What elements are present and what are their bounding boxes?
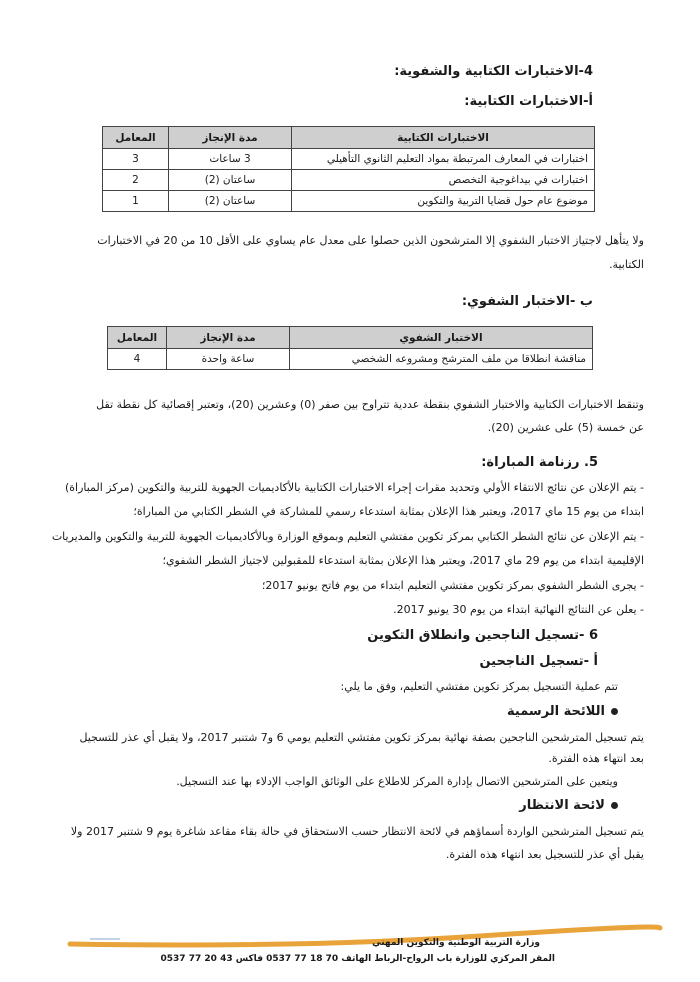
calendar-line-3: - يتم الإعلان عن نتائج الشطر الكتابي بمركز تكوين مفتشي التعليم وبموقع الوزارة وبالأكاديميات الجهوية للتربية والتكوين والمديريات: [51, 530, 644, 543]
bullet-icon: [611, 802, 618, 809]
oral-test-heading: ب -الاختبار الشفوي:: [461, 294, 593, 309]
main-list-line-2: بعد انتهاء هذه الفترة.: [548, 752, 644, 765]
table-header-row: [108, 327, 593, 349]
table-cell: ساعتان (2): [169, 191, 292, 212]
section-5-heading: 5. رزنامة المباراة:: [481, 455, 598, 470]
footer-address: المقر المركزي للوزارة باب الرواح-الرباط الهاتف 70 18 77 0537 فاكس 43 20 77 0537: [160, 954, 555, 964]
main-list-line-3: ويتعين على المترشحين الاتصال بإدارة المركز للاطلاع على الوثائق الواجب الإدلاء بها عند التسجيل.: [176, 775, 618, 788]
footer-curve-decoration: [0, 922, 700, 952]
table-cell: اختبارات في بيداغوجية التخصص: [292, 170, 595, 191]
table-header: مدة الإنجاز: [169, 127, 292, 149]
main-list-line-1: يتم تسجيل المترشحين الناجحين بصفة نهائية بمركز تكوين مفتشي التعليم يومي 6 و7 شتنبر 2017، ولا يقبل أي عذر للتسجيل: [79, 731, 644, 744]
table-cell: مناقشة انطلاقا من ملف المترشح ومشروعه الشخصي: [290, 349, 593, 370]
wait-list-heading: لائحة الانتظار: [519, 798, 605, 813]
table-header-row: [103, 127, 595, 149]
table-cell: 1: [103, 191, 169, 212]
table-cell: ساعة واحدة: [167, 349, 290, 370]
table-header: المعامل: [103, 127, 169, 149]
calendar-line-1: - يتم الإعلان عن نتائج الانتقاء الأولي وتحديد مقرات إجراء الاختبارات الكتابية بالأكاديميات الجهوية للتربية والتكوين (مركز المباراة): [64, 481, 644, 494]
written-note-line-1: ولا يتأهل لاجتياز الاختبار الشفوي إلا المترشحون الذين حصلوا على معدل عام يساوي على الأقل 10 من 20 في الاختبارات: [97, 234, 644, 247]
table-cell: اختبارات في المعارف المرتبطة بمواد التعليم الثانوي التأهيلي: [292, 149, 595, 170]
section-6-heading: 6 -تسجيل الناجحين وانطلاق التكوين: [367, 628, 598, 643]
written-note-line-2: الكتابية.: [609, 258, 644, 271]
table-row: [108, 349, 593, 370]
table-header: الاختبارات الكتابية: [292, 127, 595, 149]
grading-line-1: وتنقط الاختبارات الكتابية والاختبار الشفوي بنقطة عددية تتراوح بين صفر (0) وعشرين (20)، وتعتبر إقصائية كل نقطة تقل: [96, 398, 644, 411]
written-tests-heading: أ-الاختبارات الكتابية:: [464, 94, 593, 109]
grading-line-2: عن خمسة (5) على عشرين (20).: [487, 421, 644, 434]
main-list-heading-row: [507, 704, 618, 719]
table-row: [103, 191, 595, 212]
main-list-heading: اللائحة الرسمية: [507, 704, 605, 719]
wait-list-heading-row: [519, 798, 618, 813]
table-cell: 2: [103, 170, 169, 191]
registration-heading: أ -تسجيل الناجحين: [479, 654, 598, 669]
table-row: [103, 170, 595, 191]
oral-test-table: [107, 326, 593, 370]
wait-list-line-1: يتم تسجيل المترشحين الواردة أسماؤهم في لائحة الانتظار حسب الاستحقاق في حالة بقاء مقاعد شاغرة يوم 9 شتنبر 2017 ولا: [70, 825, 644, 838]
table-row: [103, 149, 595, 170]
table-cell: موضوع عام حول قضايا التربية والتكوين: [292, 191, 595, 212]
calendar-line-2: ابتداء من يوم 15 ماي 2017، ويعتبر هذا الإعلان بمثابة استدعاء رسمي للمشاركة في الشطر الكتابي من المباراة؛: [133, 505, 644, 518]
registration-intro: تتم عملية التسجيل بمركز تكوين مفتشي التعليم، وفق ما يلي:: [340, 680, 618, 693]
bullet-icon: [611, 708, 618, 715]
table-cell: 4: [108, 349, 167, 370]
wait-list-line-2: يقبل أي عذر للتسجيل بعد انتهاء هذه الفترة.: [445, 848, 644, 861]
table-header: الاختبار الشفوي: [290, 327, 593, 349]
table-header: المعامل: [108, 327, 167, 349]
table-cell: 3: [103, 149, 169, 170]
table-cell: ساعتان (2): [169, 170, 292, 191]
written-tests-table: [102, 126, 595, 212]
calendar-line-6: - يعلن عن النتائج النهائية ابتداء من يوم 30 يونيو 2017.: [393, 603, 644, 616]
calendar-line-4: الإقليمية ابتداء من يوم 29 ماي 2017، ويعتبر هذا الإعلان بمثابة استدعاء للمقبولين لاجتياز الشطر الشفوي؛: [162, 554, 644, 567]
table-cell: 3 ساعات: [169, 149, 292, 170]
footer-ministry: وزارة التربية الوطنية والتكوين المهني: [372, 938, 540, 948]
table-header: مدة الإنجاز: [167, 327, 290, 349]
calendar-line-5: - يجرى الشطر الشفوي بمركز تكوين مفتشي التعليم ابتداء من يوم فاتح يونيو 2017؛: [261, 579, 644, 592]
section-4-heading: 4-الاختبارات الكتابية والشفوية:: [394, 64, 593, 79]
